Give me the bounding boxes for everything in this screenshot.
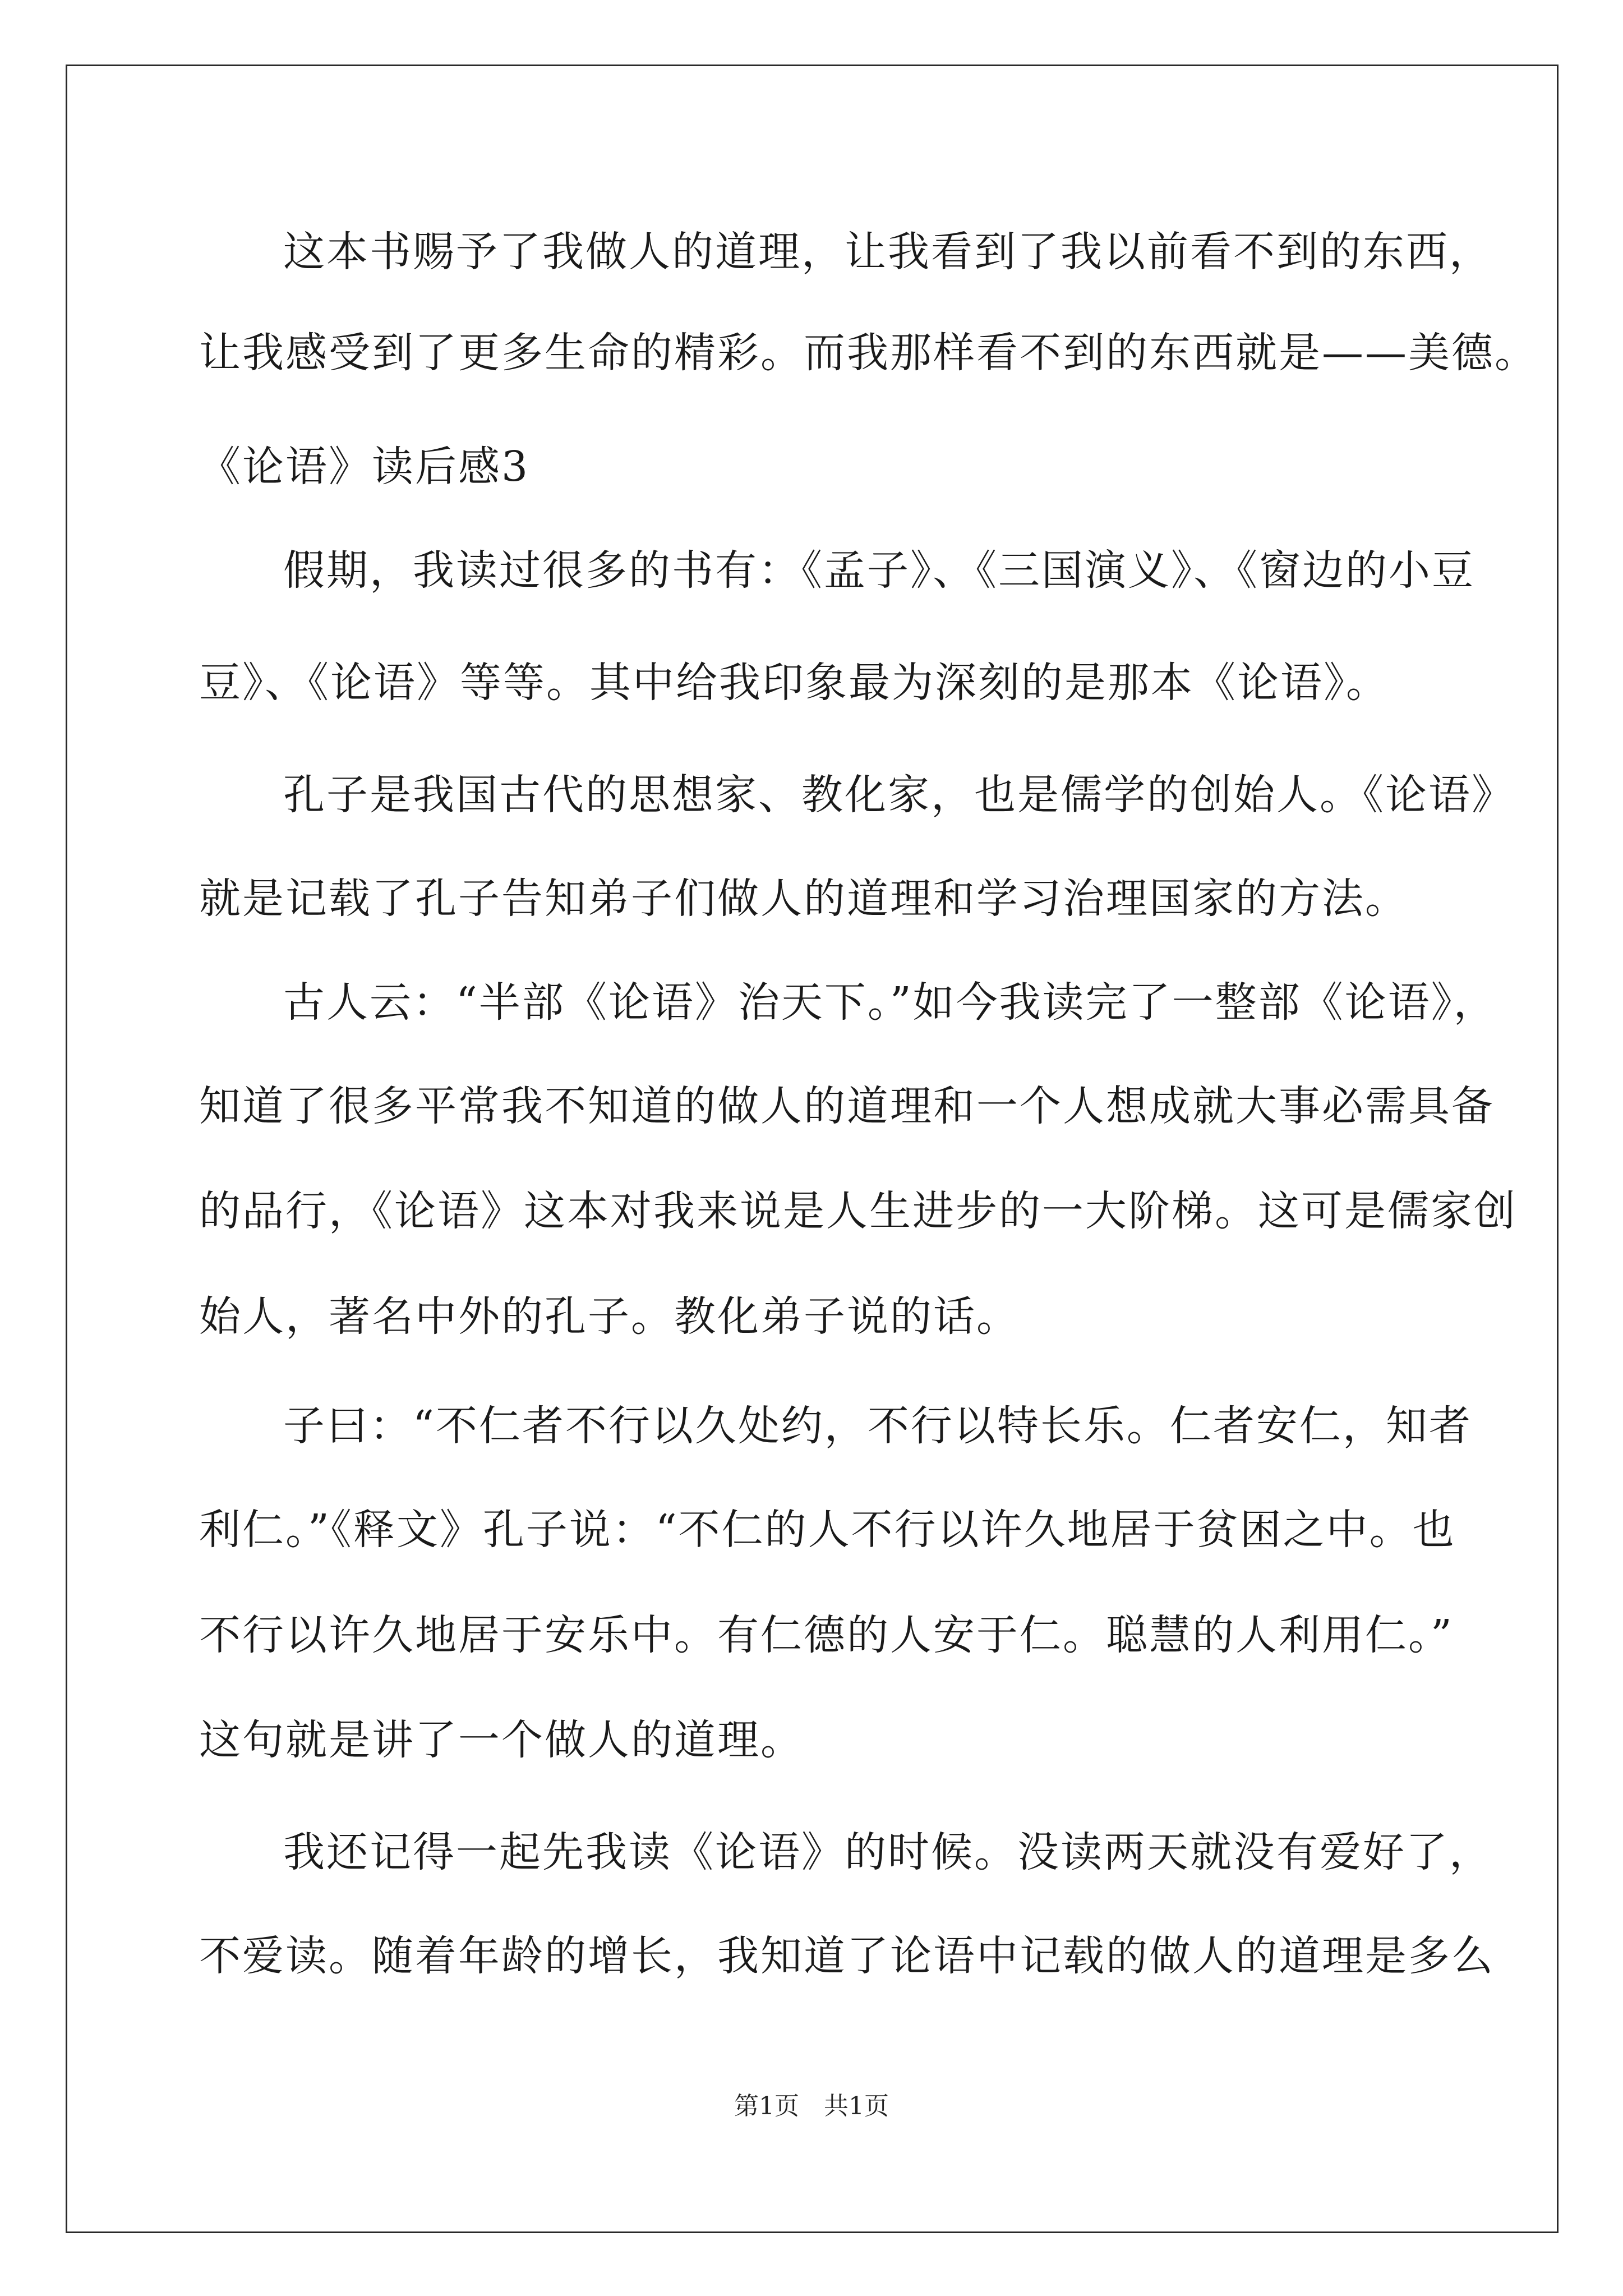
paragraph-line: 始人，著名中外的孔子。教化弟子说的话。 [199, 1292, 1020, 1341]
section-heading: 《论语》读后感3 [199, 443, 530, 491]
paragraph-line: 不爱读。随着年龄的增长，我知道了论语中记载的做人的道理是多么 [199, 1932, 1495, 1980]
paragraph-line: 不行以许久地居于安乐中。有仁德的人安于仁。聪慧的人利用仁。” [199, 1611, 1454, 1659]
paragraph-line: 豆》、《论语》等等。其中给我印象最为深刻的是那本《论语》。 [199, 659, 1389, 707]
paragraph-line: 这句就是讲了一个做人的道理。 [199, 1716, 804, 1764]
paragraph-line: 假期，我读过很多的书有：《孟子》、《三国演义》、《窗边的小豆 [283, 546, 1475, 595]
page-border [66, 65, 1559, 2233]
paragraph-line: 子曰：“不仁者不行以久处约，不行以特长乐。仁者安仁，知者 [283, 1402, 1472, 1450]
page-number: 第1页 共1页 [734, 2092, 889, 2120]
paragraph-line: 的品行，《论语》这本对我来说是人生进步的一大阶梯。这可是儒家创 [199, 1187, 1517, 1235]
paragraph-line: 利仁。”《释文》孔子说：“不仁的人不行以许久地居于贫困之中。也 [199, 1506, 1456, 1554]
paragraph-line: 这本书赐予了我做人的道理，让我看到了我以前看不到的东西， [283, 228, 1492, 276]
paragraph-line: 让我感受到了更多生命的精彩。而我那样看不到的东西就是——美德。 [199, 329, 1538, 377]
paragraph-line: 我还记得一起先我读《论语》的时候。没读两天就没有爱好了， [283, 1828, 1492, 1876]
paragraph-line: 就是记载了孔子告知弟子们做人的道理和学习治理国家的方法。 [199, 875, 1408, 923]
paragraph-line: 古人云：“半部《论语》治天下。”如今我读完了一整部《论语》， [283, 978, 1497, 1027]
paragraph-line: 知道了很多平常我不知道的做人的道理和一个人想成就大事必需具备 [199, 1082, 1495, 1130]
paragraph-line: 孔子是我国古代的思想家、教化家，也是儒学的创始人。《论语》 [283, 771, 1515, 819]
